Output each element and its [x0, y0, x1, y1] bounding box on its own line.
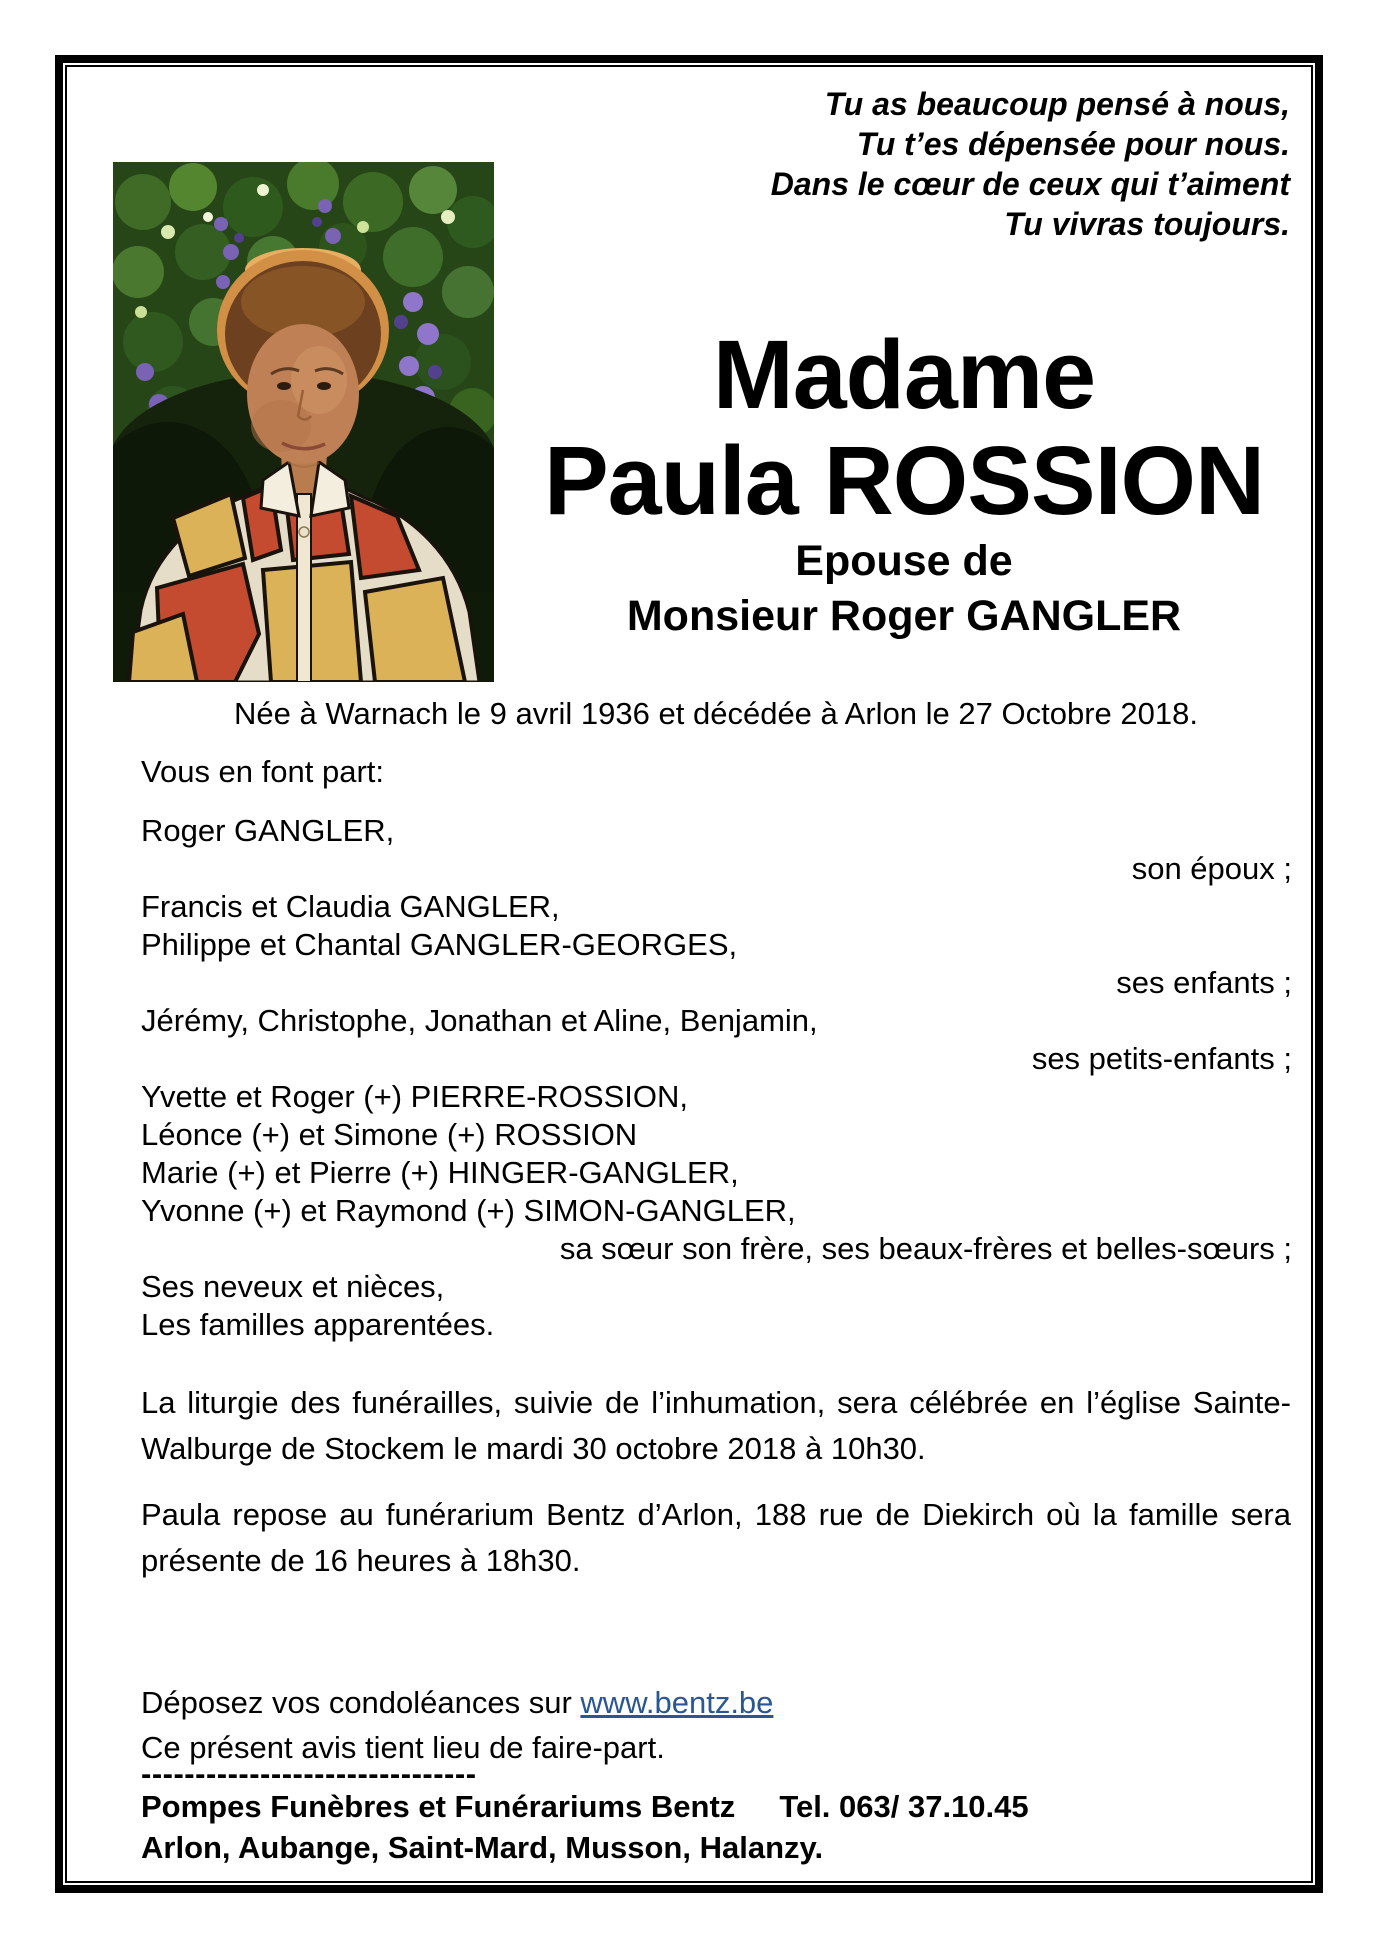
family-line: Ses neveux et nièces, — [141, 1269, 445, 1304]
family-line: Yvette et Roger (+) PIERRE-ROSSION, — [141, 1079, 688, 1114]
funeral-home-line — [141, 1786, 1029, 1827]
spouse-name: Monsieur Roger GANGLER — [626, 592, 1182, 640]
announcement-intro: Vous en font part: — [141, 754, 385, 789]
memorial-quote — [771, 84, 1290, 244]
funeral-home-cities: Arlon, Aubange, Saint-Mard, Musson, Halanzy. — [141, 1830, 824, 1865]
life-dates-line: Née à Warnach le 9 avril 1936 et décédée à Arlon le 27 Octobre 2018. — [234, 696, 1198, 731]
funeral-home-footer — [141, 1786, 1029, 1868]
family-list — [141, 812, 1292, 1344]
family-line: Léonce (+) et Simone (+) ROSSION — [141, 1117, 638, 1152]
quote-line: Dans le cœur de ceux qui t’aiment — [770, 166, 1290, 202]
relation-tag: sa sœur son frère, ses beaux-frères et belles-sœurs ; — [559, 1231, 1292, 1266]
funeral-home-phone: Tel. 063/ 37.10.45 — [779, 1789, 1029, 1824]
relation-label: Epouse de — [795, 537, 1013, 585]
relation-tag: son époux ; — [1131, 851, 1292, 886]
quote-line: Tu t’es dépensée pour nous. — [856, 126, 1290, 162]
notice-line: Ce présent avis tient lieu de faire-part. — [141, 1730, 665, 1765]
family-line: Marie (+) et Pierre (+) HINGER-GANGLER, — [141, 1155, 739, 1190]
deceased-name: Paula ROSSION — [543, 426, 1265, 535]
title-salutation: Madame — [712, 320, 1096, 429]
condolences-line — [141, 1680, 773, 1725]
funeral-service-paragraph: La liturgie des funérailles, suivie de l’inhumation, sera célébrée en l’église Sainte-Walburge de Stockem le mardi 30 octobre 2018 à 10h30. — [141, 1385, 1291, 1466]
family-line: Jérémy, Christophe, Jonathan et Aline, Benjamin, — [141, 1003, 818, 1038]
funeral-home-name: Pompes Funèbres et Funérariums Bentz — [141, 1789, 736, 1824]
title-block — [494, 322, 1314, 644]
quote-line: Tu vivras toujours. — [1004, 206, 1290, 242]
condolences-link[interactable]: www.bentz.be — [580, 1685, 774, 1720]
family-line: Yvonne (+) et Raymond (+) SIMON-GANGLER, — [141, 1193, 796, 1228]
dashed-separator: ------------------------------- — [141, 1756, 477, 1791]
quote-line: Tu as beaucoup pensé à nous, — [824, 86, 1290, 122]
portrait-photo — [113, 162, 494, 682]
condolences-text: Déposez vos condoléances sur — [141, 1685, 581, 1720]
repose-paragraph: Paula repose au funérarium Bentz d’Arlon, 188 rue de Diekirch où la famille sera présente de 16 heures à 18h30. — [141, 1497, 1291, 1578]
portrait-photo-illustration — [113, 162, 494, 682]
relation-tag: ses petits-enfants ; — [1031, 1041, 1292, 1076]
family-line: Francis et Claudia GANGLER, — [141, 889, 560, 924]
family-line: Les familles apparentées. — [141, 1307, 495, 1342]
family-line: Philippe et Chantal GANGLER-GEORGES, — [141, 927, 738, 962]
family-line: Roger GANGLER, — [141, 813, 395, 848]
relation-tag: ses enfants ; — [1116, 965, 1292, 1000]
